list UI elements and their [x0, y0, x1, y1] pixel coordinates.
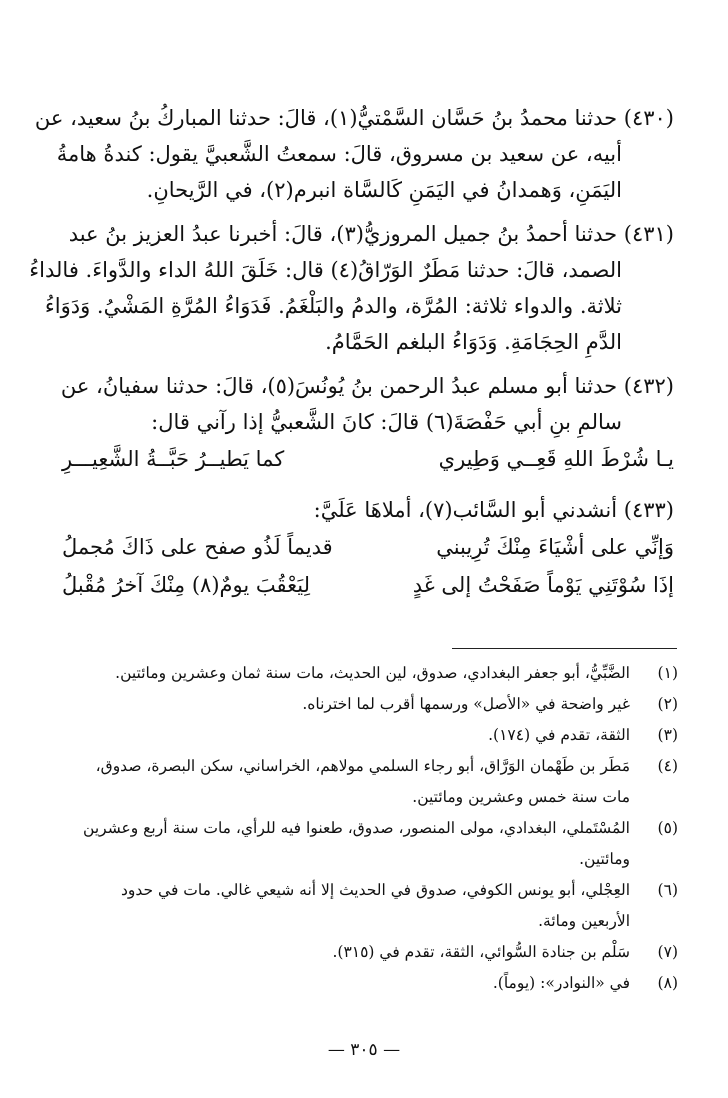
- footnote: [95, 689, 678, 720]
- entry-433: [62, 492, 674, 604]
- footnote-text: الضَّبِّيُّ، أبو جعفر البغدادي، صدوق، لين الحديث، مات سنة ثمان وعشرين ومائتين.: [115, 664, 630, 682]
- verse-hemistich-first: وَإنِّي على أشْيَاءَ مِنْكَ تُرِيبني: [436, 535, 674, 559]
- text-line: (٤٣٣) أنشدني أبو السَّائب(٧)، أملاهَا عَلَيَّ:: [313, 498, 674, 522]
- text-line: (٤٣١) حدثنا أحمدُ بنُ جميل المروزيُّ(٣)، قالَ: أخبرنا عبدُ العزيز بنُ عبد: [68, 222, 674, 246]
- footnote: [95, 751, 678, 813]
- footnote-text: مات سنة خمس وعشرين ومائتين.: [412, 788, 630, 806]
- entry-431: [29, 216, 674, 360]
- footnote: [83, 813, 678, 875]
- footnote: [95, 875, 678, 937]
- footnote-number: (١): [657, 664, 678, 682]
- entry-432: [62, 368, 674, 478]
- verse-hemistich-second: كما يَطيــرُ حَبَّــةُ الشَّعِيـــرِ: [62, 447, 285, 471]
- text-line: (٤٣٠) حدثنا محمدُ بنُ حَسَّان السَّمْتيُّ(١)، قالَ: حدثنا المباركُ بنُ سعيد، عن: [34, 106, 674, 130]
- footnote-number: (٨): [657, 974, 678, 992]
- verse-hemistich-first: يـا شُرْطَ اللهِ قَعِــي وَطِيري: [438, 447, 674, 471]
- footnote-text: ومائتين.: [579, 850, 630, 868]
- footnote-number: (٣): [657, 726, 678, 744]
- text-line: (٤٣٢) حدثنا أبو مسلم عبدُ الرحمن بنُ يُونُسَ(٥)، قالَ: حدثنا سفيانُ، عن: [60, 374, 674, 398]
- footnote-text: في «النوادر»: (يوماً).: [492, 974, 630, 992]
- page-number: — ٣٠٥ —: [327, 1040, 401, 1060]
- verse-line: [62, 566, 674, 604]
- footnote-text: الأربعين ومائة.: [538, 912, 630, 930]
- footnote-text: سَلْم بن جنادة السُّوائي، الثقة، تقدم في (٣١٥).: [332, 943, 630, 961]
- footnote-number: (٥): [657, 819, 678, 837]
- footnote-text: الثقة، تقدم في (١٧٤).: [488, 726, 630, 744]
- footnote: [95, 937, 678, 968]
- footnote-text: المُسْتَملي، البغدادي، مولى المنصور، صدوق، طعنوا فيه للرأي، مات سنة أربع وعشرين: [83, 819, 630, 837]
- text-line: أبيه، عن سعيد بن مسروق، قالَ: سمعتُ الشَّعبيَّ يقول: كندةُ هامةُ: [56, 142, 622, 166]
- verse-line: [62, 440, 674, 478]
- verse-hemistich-second: لِيَعْقُبَ يومٌ(٨) مِنْكَ آخرُ مُقْبلُ: [62, 573, 310, 597]
- footnote-text: مَطَر بن طَهْمان الوَرَّاق، أبو رجاء السلمي مولاهم، الخراساني، سكن البصرة، صدوق،: [95, 757, 630, 775]
- text-line: اليَمَنِ، وَهمدانُ في اليَمَنِ كَالسَّاة انبرم(٢)، في الرَّيحانِ.: [146, 178, 622, 202]
- text-line: الدَّمِ الحِجَامَةِ. وَدَوَاءُ البلغم الحَمَّامُ.: [325, 330, 622, 354]
- main-text: [29, 100, 674, 612]
- footnote-text: العِجْلي، أبو يونس الكوفي، صدوق في الحديث إلا أنه شيعي غالي. مات في حدود: [121, 881, 630, 899]
- footnote: [95, 968, 678, 999]
- text-line: ثلاثة. والدواء ثلاثة: المُرَّة، والدمُ والبَلْغَمُ. فَدَوَاءُ المُرَّةِ المَشْيُ. وَدَوَاءُ: [44, 294, 622, 318]
- footnote-number: (٢): [657, 695, 678, 713]
- verse-hemistich-second: قديماً لَذُو صفح على ذَاكَ مُجملُ: [62, 535, 333, 559]
- footnote-number: (٤): [657, 757, 678, 775]
- entry-430: [34, 100, 674, 208]
- footnote: [95, 720, 678, 751]
- footnote-text: غير واضحة في «الأصل» ورسمها أقرب لما اخترناه.: [302, 695, 630, 713]
- footnote-number: (٧): [657, 943, 678, 961]
- verse-hemistich-first: إذَا سُوْتَنِي يَوْماً صَفَحْتُ إلى غَدٍ: [412, 573, 674, 597]
- footnote-number: (٦): [657, 881, 678, 899]
- text-line: الصمد، قالَ: حدثنا مَطَرٌ الوَرّاقُ(٤) قال: خَلَقَ اللهُ الداء والدَّواءَ. فالداءُ: [29, 258, 622, 282]
- verse-line: [62, 528, 674, 566]
- footnotes: [83, 658, 678, 999]
- text-line: سالمِ بنِ أبي حَفْصَةَ(٦) قالَ: كانَ الشَّعبيُّ إذا رآني قال:: [151, 410, 622, 434]
- footnote: [95, 658, 678, 689]
- footnote-divider: [452, 648, 677, 649]
